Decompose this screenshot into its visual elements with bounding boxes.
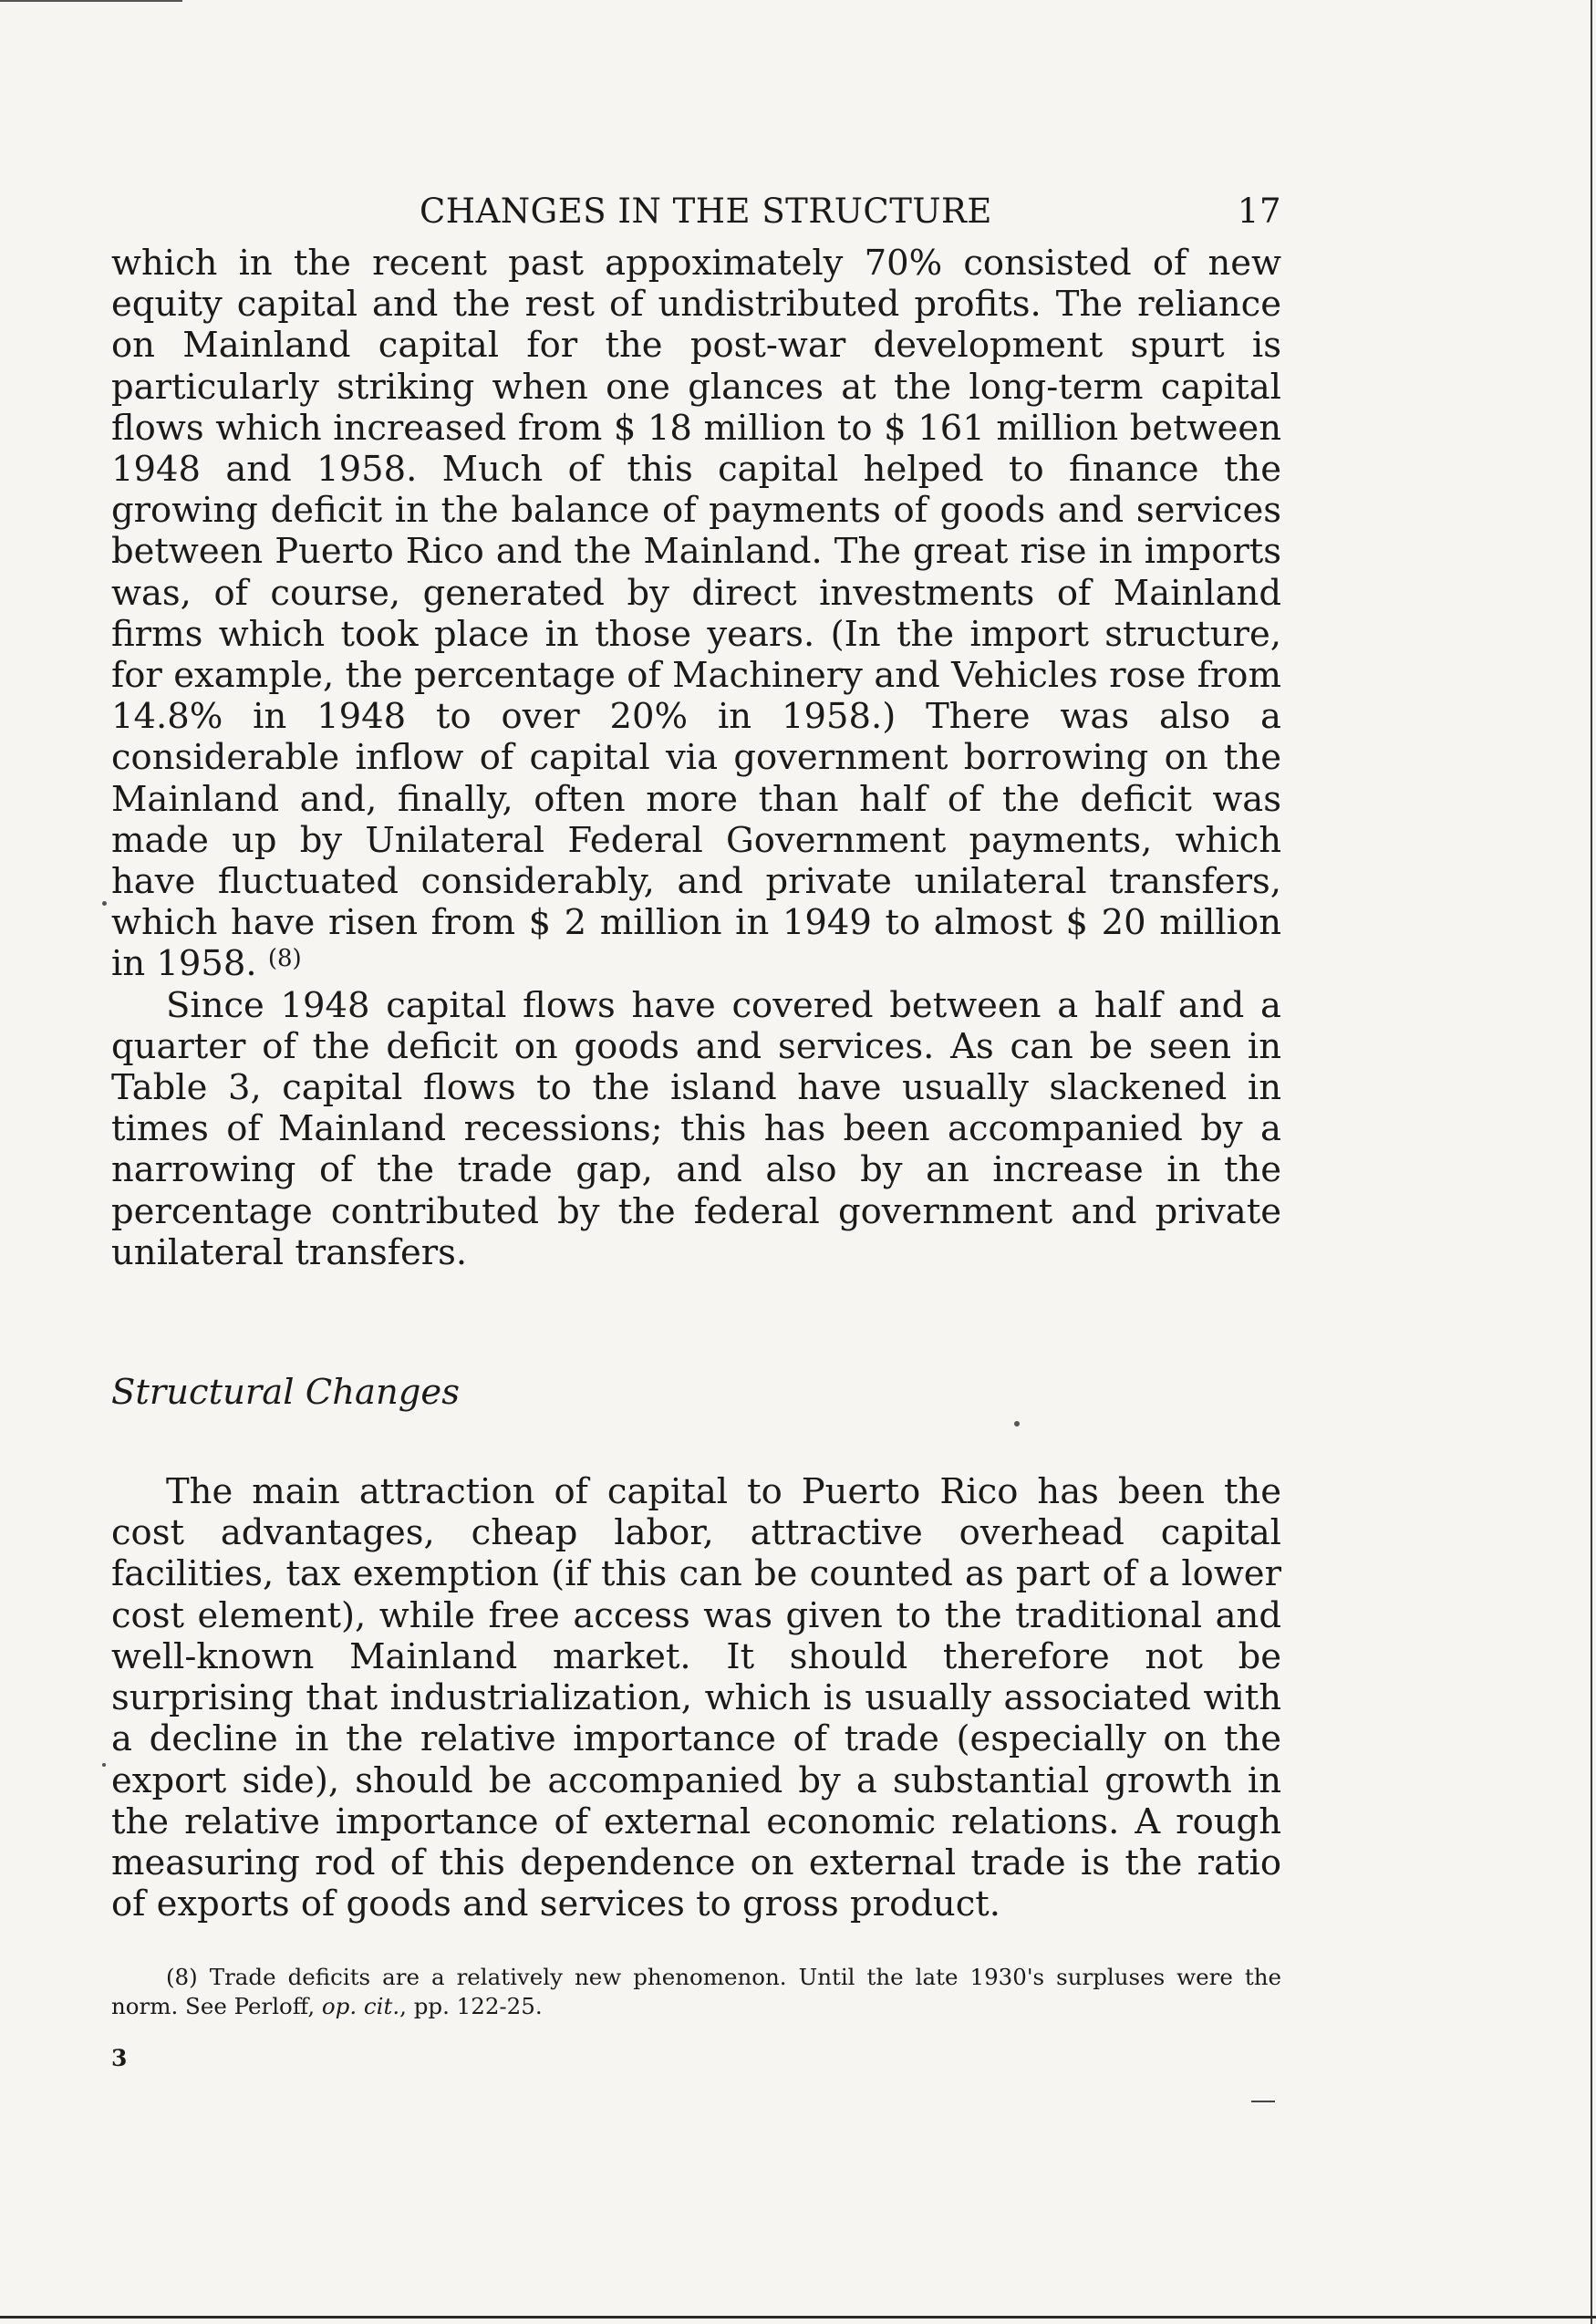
scan-speck: [102, 1763, 106, 1767]
footnote-marker: (8): [166, 1964, 198, 1991]
page-text-block: [111, 192, 1281, 2071]
footnote-text: Trade deficits are a relatively new phenomenon. Until the late 1930's surpluses were the norm. See Perloff,: [111, 1964, 1282, 2020]
paragraph-capital-flows: Since 1948 capital flows have covered between a half and a quarter of the deficit on goods and services. As can be seen in Table 3, capital flows to the island have usually slackened in times of Mainland recessions; this has been accompanied by a narrowing of the trade gap, and also by an increase in the percentage contributed by the federal government and private unilateral transfers.: [111, 984, 1281, 1273]
signature-mark: 3: [111, 2045, 128, 2072]
scan-edge-right: [1591, 0, 1592, 2324]
scan-dash-mark: [1251, 2101, 1275, 2102]
footnote-reference: (8): [267, 945, 302, 973]
page-number: 17: [1237, 192, 1281, 231]
scan-edge-bottom: [0, 2316, 1596, 2319]
body-text: [111, 243, 1281, 1925]
section-heading: Structural Changes: [111, 1372, 460, 1414]
footnote-citation: op. cit.: [321, 1993, 400, 2020]
footnote: [111, 1963, 1281, 2021]
running-head-title: CHANGES IN THE STRUCTURE: [420, 192, 992, 231]
paragraph-continued: [111, 243, 1281, 985]
section-body: [111, 1471, 1281, 1925]
running-head: [111, 192, 1281, 243]
paragraph-structural-changes: The main attraction of capital to Puerto Rico has been the cost advantages, cheap labor, attractive overhead capital facilities, tax exemption (if this can be counted as part of a lower cost element), while free access was given to the traditional and well-known Mainland market. It should therefore not be surprising that industrialization, which is usually associated with a decline in the relative importance of trade (especially on the export side), should be accompanied by a substantial growth in the relative importance of external economic relations. A rough measuring rod of this dependence on external trade is the ratio of exports of goods and services to gross product.: [111, 1471, 1281, 1925]
paragraph-1-text: which in the recent past appoximately 70% consisted of new equity capital and the rest of undistributed profits. The reliance on Mainland capital for the post-war development spurt is particularly striking when one glances at the long-term capital flows which increased from $ 18 million to $ 161 million between 1948 and 1958. Much of this capital helped to finance the growing deficit in the balance of payments of goods and services between Puerto Rico and the Mainland. The great rise in imports was, of course, generated by direct investments of Mainland firms which took place in those years. (In the import structure, for example, the percentage of Machinery and Vehicles rose from 14.8% in 1948 to over 20% in 1958.) There was also a considerable inflow of capital via government borrowing on the Mainland and, finally, often more than half of the deficit was made up by Unilateral Federal Government payments, which have fluctuated considerably, and private unilateral transfers, which have risen from $ 2 million in 1949 to almost $ 20 million in 1958.: [111, 243, 1281, 985]
scan-speck: [102, 901, 107, 906]
footnote-pages: , pp. 122-25.: [399, 1993, 543, 2020]
scan-edge-top: [0, 0, 182, 2]
